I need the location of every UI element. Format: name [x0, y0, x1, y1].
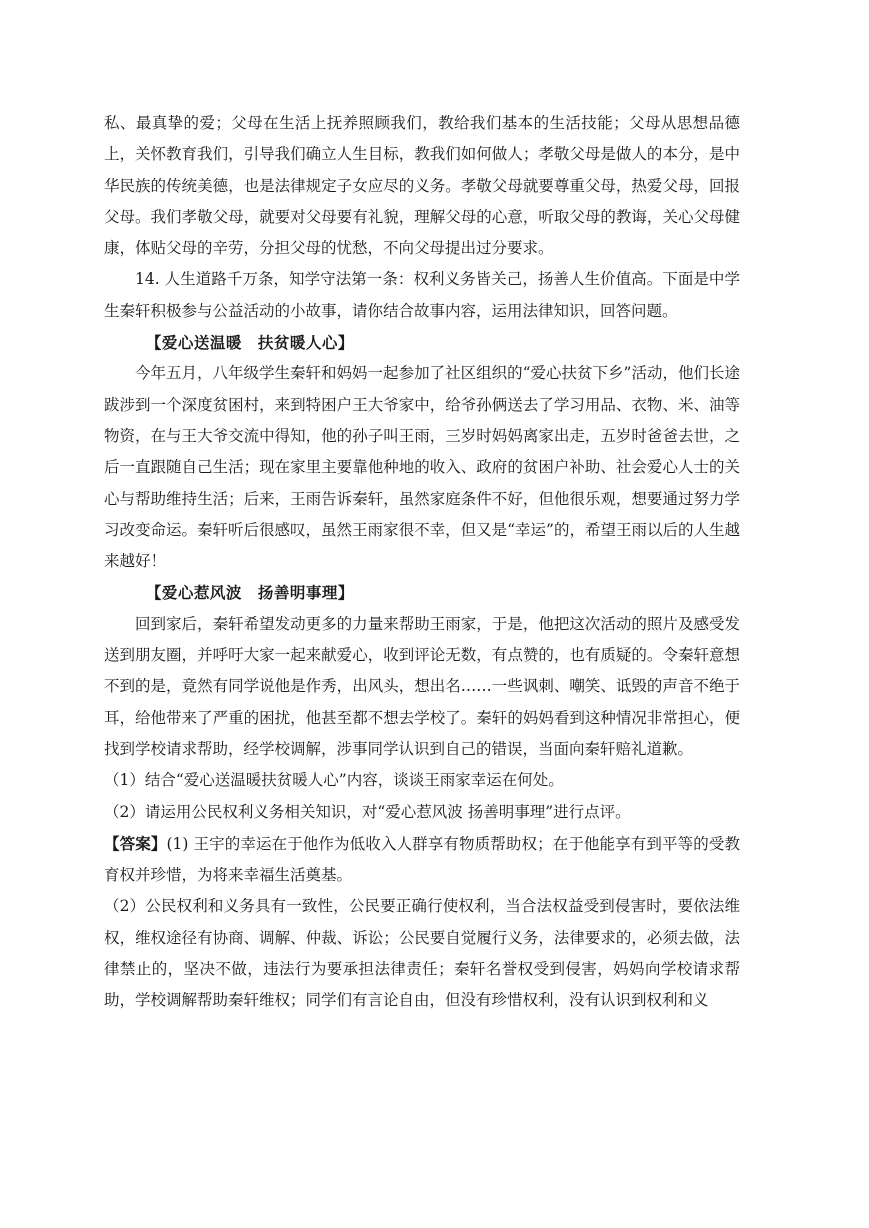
answer-2: （2）公民权利和义务具有一致性，公民要正确行使权利，当合法权益受到侵害时，要依法维权，维权途径有协商、调解、仲裁、诉讼；公民要自觉履行义务，法律要求的，必须去做，法律禁止的，坚决不做，违法行为要承担法律责任；秦轩名誉权受到侵害，妈妈向学校请求帮助，学校调解帮助秦轩维权；同学们有言论自由，但没有珍惜权利，没有认识到权利和义 [104, 897, 740, 1010]
document-body [104, 108, 740, 1017]
sub-question-1: （1）结合“爱心送温暖扶贫暖人心”内容，谈谈王雨家幸运在何处。 [104, 771, 564, 790]
answer-1: (1) 王宇的幸运在于他作为低收入人群享有物质帮助权；在于他能享有到平等的受教育权并珍惜，为将来幸福生活奠基。 [104, 834, 740, 885]
answer-1-paragraph [104, 828, 740, 892]
section-2-text: 回到家后，秦轩希望发动更多的力量来帮助王雨家，于是，他把这次活动的照片及感受发送到朋友圈，并呼吁大家一起来献爱心，收到评论无数，有点赞的，也有质疑的。令秦轩意想不到的是，竟然有同学说他是作秀，出风头，想出名……一些讽刺、嘲笑、诋毁的声音不绝于耳，给他带来了严重的困扰，他甚至都不想去学校了。秦轩的妈妈看到这种情况非常担心，便找到学校请求帮助，经学校调解，涉事同学认识到自己的错误，当面向秦轩赔礼道歉。 [104, 614, 740, 758]
section-1-title: 【爱心送温暖 扶贫暖人心】 [145, 333, 354, 353]
section-1-text: 今年五月，八年级学生秦轩和妈妈一起参加了社区组织的“爱心扶贫下乡”活动，他们长途跋涉到一个深度贫困村，来到特困户王大爷家中，给爷孙俩送去了学习用品、衣物、米、油等物资，在与王大爷交流中得知，他的孙子叫王雨，三岁时妈妈离家出走，五岁时爸爸去世，之后一直跟随自己生活；现在家里主要靠他种地的收入、政府的贫困户补助、社会爱心人士的关心与帮助维持生活；后来，王雨告诉秦轩，虽然家庭条件不好，但他很乐观，想要通过努力学习改变命运。秦轩听后很感叹，虽然王雨家很不幸，但又是“幸运”的，希望王雨以后的人生越来越好！ [104, 364, 740, 571]
section-2-title: 【爱心惹风波 扬善明事理】 [145, 583, 354, 603]
sub-question-2: （2）请运用公民权利义务相关知识，对“爱心惹风波 扬善明事理”进行点评。 [104, 802, 631, 821]
question-14: 14. 人生道路千万条，知学守法第一条：权利义务皆关己，扬善人生价值高。下面是中学生秦轩积极参与公益活动的小故事，请你结合故事内容，运用法律知识，回答问题。 [104, 270, 740, 320]
answer-label: 【答案】 [104, 833, 167, 853]
continuation-paragraph: 私、最真挚的爱；父母在生活上抚养照顾我们，教给我们基本的生活技能；父母从思想品德上，关怀教育我们，引导我们确立人生目标，教我们如何做人；孝敬父母是做人的本分，是中华民族的传统美德，也是法律规定子女应尽的义务。孝敬父母就要尊重父母，热爱父母，回报父母。我们孝敬父母，就要对父母要有礼貌，理解父母的心意，听取父母的教诲，关心父母健康，体贴父母的辛劳，分担父母的忧愁，不向父母提出过分要求。 [104, 114, 740, 258]
